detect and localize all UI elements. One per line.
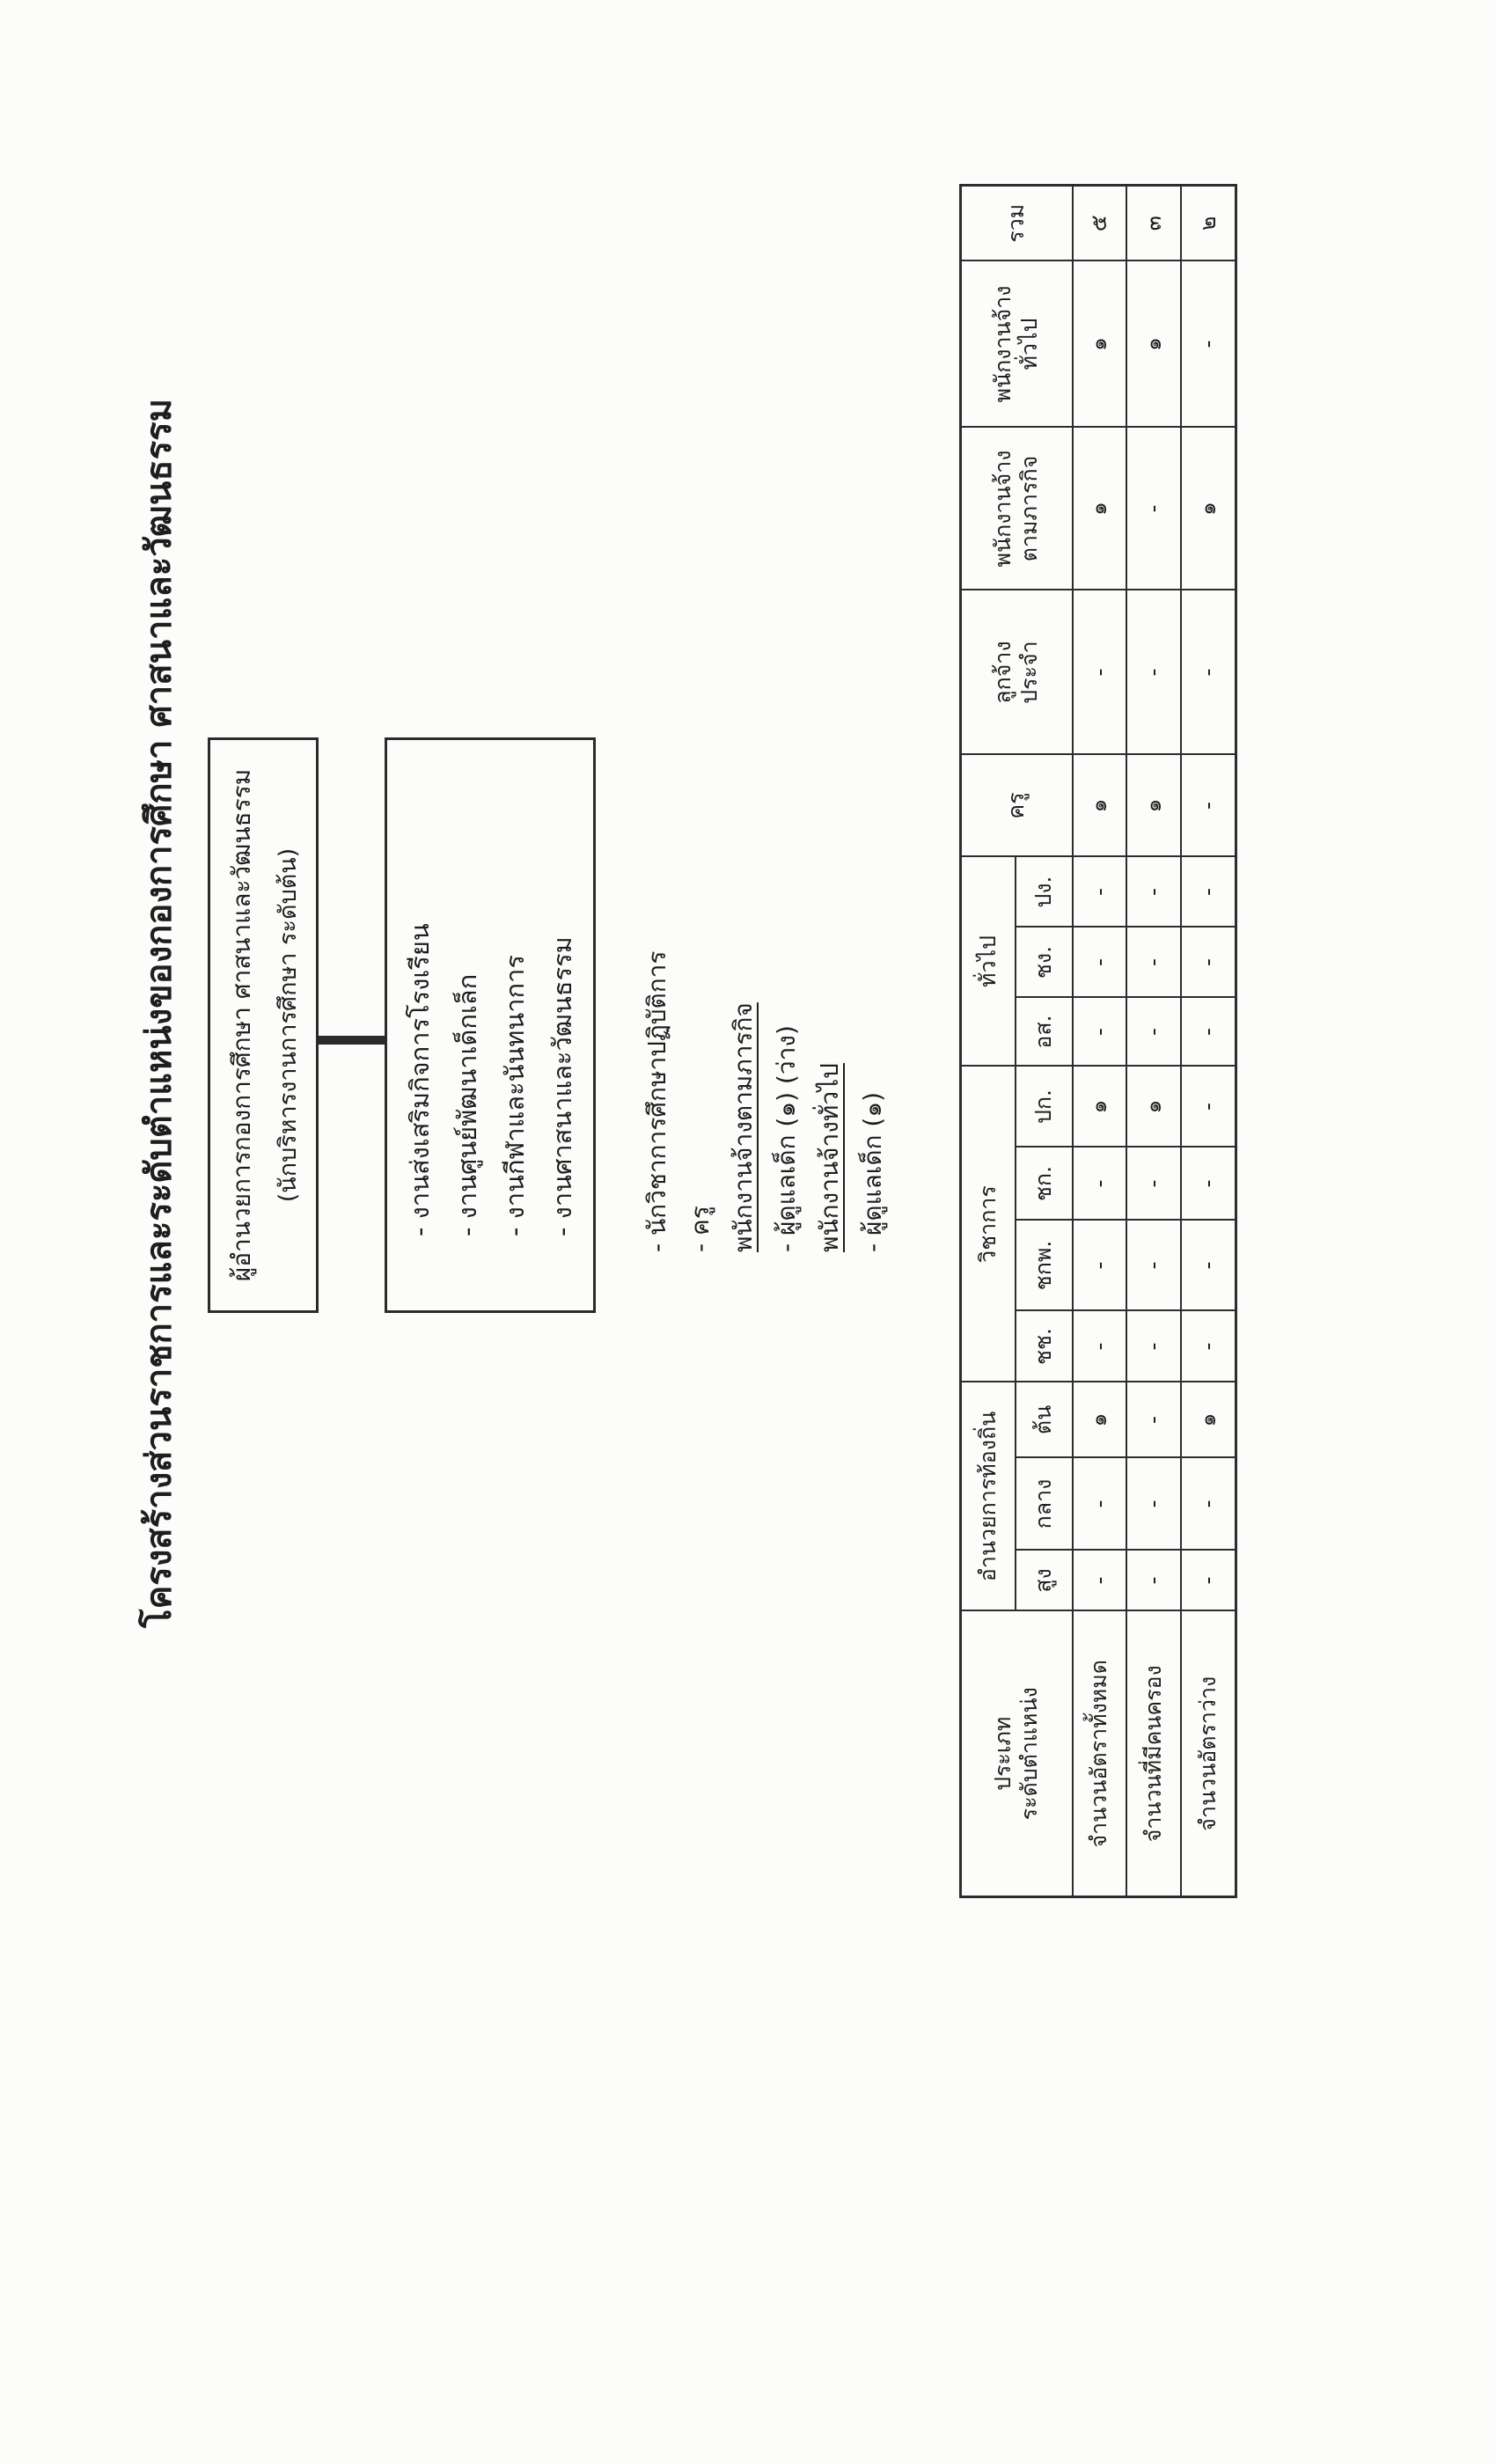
cell: - <box>1073 1148 1126 1221</box>
subheader-middle: กลาง <box>1016 1458 1073 1551</box>
header-mission-hired-employee: พนักงานจ้าง ตามภารกิจ <box>961 428 1073 590</box>
org-sections-box <box>385 737 596 1313</box>
cell: - <box>1073 857 1126 928</box>
section-item: - งานศูนย์พัฒนาเด็กเล็ก <box>452 973 482 1236</box>
cell: - <box>1126 428 1181 590</box>
cell: ๕ <box>1073 186 1126 261</box>
cell: - <box>1073 1458 1126 1551</box>
cell: - <box>1181 261 1236 428</box>
header-permanent-employee: ลูกจ้าง ประจำ <box>961 590 1073 755</box>
staff-list-item: พนักงานจ้างทั่วไป <box>815 1063 844 1252</box>
cell: - <box>1073 1311 1126 1382</box>
cell: ๑ <box>1073 428 1126 590</box>
section-item: - งานส่งเสริมกิจการโรงเรียน <box>405 923 435 1236</box>
cell: ๑ <box>1126 261 1181 428</box>
corner-header-cell <box>961 1611 1073 1897</box>
cell: - <box>1073 1221 1126 1311</box>
cell: - <box>1181 1221 1236 1311</box>
subheader-experienced: ชง. <box>1016 928 1073 998</box>
subheader-entry: ต้น <box>1016 1382 1073 1458</box>
org-director-box <box>208 737 319 1313</box>
cell: - <box>1126 1311 1181 1382</box>
document-title: โครงสร้างส่วนราชการและระดับตำแหน่งของกองการศึกษา ศาสนาและวัฒนธรรม <box>139 399 180 1628</box>
cell: - <box>1126 998 1181 1067</box>
corner-header-line1: ประเภท <box>990 1716 1016 1791</box>
cell: - <box>1073 590 1126 755</box>
cell: - <box>1073 928 1126 998</box>
cell: - <box>1181 1148 1236 1221</box>
director-position-level: (นักบริหารงานการศึกษา ระดับต้น) <box>275 847 302 1203</box>
cell: ๑ <box>1073 1067 1126 1148</box>
subheader-senior-professional: ชกพ. <box>1016 1221 1073 1311</box>
corner-header-line2: ระดับตำแหน่ง <box>1016 1687 1043 1821</box>
cell: - <box>1126 928 1181 998</box>
cell: - <box>1126 1458 1181 1551</box>
cell: - <box>1181 1458 1236 1551</box>
org-chart-connector-line <box>319 1036 387 1045</box>
cell: ๒ <box>1181 186 1236 261</box>
cell: ๑ <box>1126 755 1181 857</box>
group-header-academic: วิชาการ <box>961 1067 1016 1382</box>
section-item: - งานกีฬาและนันทนาการ <box>500 955 530 1236</box>
header-teacher: ครู <box>961 755 1073 857</box>
header-total: รวม <box>961 186 1073 261</box>
staff-list-item: - ผู้ดูแลเด็ก (๑) <box>858 1091 887 1252</box>
staff-list-item: - ครู <box>686 1206 715 1252</box>
subheader-operational: ปง. <box>1016 857 1073 928</box>
staff-list <box>635 951 894 1252</box>
subheader-expert: ชช. <box>1016 1311 1073 1382</box>
cell: - <box>1181 998 1236 1067</box>
staffing-table <box>959 184 1237 1898</box>
subheader-professional: ชก. <box>1016 1148 1073 1221</box>
subheader-senior: อส. <box>1016 998 1073 1067</box>
cell: - <box>1181 1067 1236 1148</box>
header-general-hired-employee: พนักงานจ้าง ทั่วไป <box>961 261 1073 428</box>
section-item: - งานศาสนาและวัฒนธรรม <box>547 936 577 1236</box>
row-label: จำนวนอัตราทั้งหมด <box>1073 1611 1126 1897</box>
staff-list-item: - นักวิชาการศึกษาปฏิบัติการ <box>642 950 671 1252</box>
cell: ๑ <box>1073 755 1126 857</box>
cell: ๑ <box>1126 1067 1181 1148</box>
cell: ๑ <box>1181 428 1236 590</box>
cell: - <box>1181 1311 1236 1382</box>
table-row-total-positions <box>1073 186 1126 1897</box>
cell: - <box>1073 998 1126 1067</box>
group-header-general: ทั่วไป <box>961 857 1016 1067</box>
staff-list-item: - ผู้ดูแลเด็ก (๑) (ว่าง) <box>772 1025 801 1252</box>
cell: - <box>1126 857 1181 928</box>
org-sections-list <box>387 740 586 1310</box>
cell: - <box>1126 590 1181 755</box>
cell: - <box>1181 857 1236 928</box>
cell: ๑ <box>1073 261 1126 428</box>
cell: - <box>1126 1382 1181 1458</box>
table-row-occupied-positions <box>1126 186 1181 1897</box>
cell: ๑ <box>1181 1382 1236 1458</box>
director-title: ผู้อำนวยการกองการศึกษา ศาสนาและวัฒนธรรม <box>227 768 256 1282</box>
table-row-vacant-positions <box>1181 186 1236 1897</box>
cell: - <box>1181 590 1236 755</box>
subheader-high: สูง <box>1016 1551 1073 1611</box>
group-header-local-director: อำนวยการท้องถิ่น <box>961 1382 1016 1611</box>
cell: - <box>1181 928 1236 998</box>
row-label: จำนวนที่มีคนครอง <box>1126 1611 1181 1897</box>
cell: - <box>1126 1148 1181 1221</box>
cell: - <box>1181 1551 1236 1611</box>
cell: ๓ <box>1126 186 1181 261</box>
cell: - <box>1126 1551 1181 1611</box>
cell: - <box>1126 1221 1181 1311</box>
cell: - <box>1181 755 1236 857</box>
cell: - <box>1073 1551 1126 1611</box>
staff-list-item: พนักงานจ้างตามภารกิจ <box>729 1002 758 1252</box>
subheader-practitioner: ปก. <box>1016 1067 1073 1148</box>
cell: ๑ <box>1073 1382 1126 1458</box>
row-label: จำนวนอัตราว่าง <box>1181 1611 1236 1897</box>
